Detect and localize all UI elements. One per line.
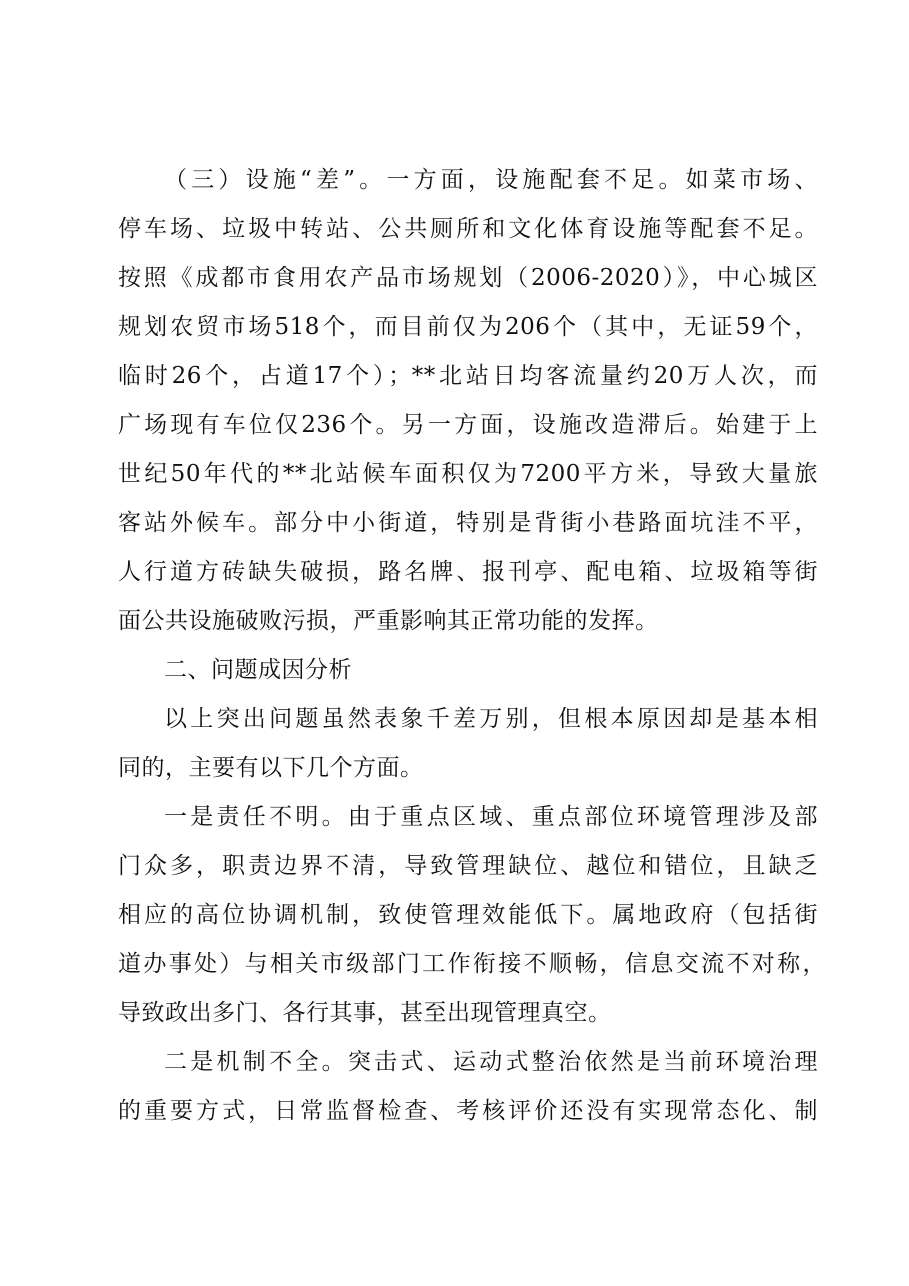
paragraph-line: 二是机制不全。突击式、运动式整治依然是当前环境治理 [164, 1049, 818, 1075]
paragraph-line: 临时26个，占道17个）；**北站日均客流量约20万人次，而 [118, 363, 818, 389]
paragraph-line: 道办事处）与相关市级部门工作衔接不顺畅，信息交流不对称， [118, 951, 826, 977]
section-heading: 二、问题成因分析 [164, 657, 352, 683]
paragraph-line: 导致政出多门、各行其事，甚至出现管理真空。 [118, 1000, 612, 1026]
paragraph-line: 客站外候车。部分中小街道，特别是背街小巷路面坑洼不平， [118, 510, 818, 536]
paragraph-line: 同的，主要有以下几个方面。 [118, 755, 424, 781]
paragraph-line: 一是责任不明。由于重点区域、重点部位环境管理涉及部 [164, 804, 818, 830]
paragraph-line: 广场现有车位仅236个。另一方面，设施改造滞后。始建于上 [118, 412, 818, 438]
paragraph-line: 的重要方式，日常监督检查、考核评价还没有实现常态化、制 [118, 1098, 818, 1124]
paragraph-line: 面公共设施破败污损，严重影响其正常功能的发挥。 [118, 608, 659, 634]
paragraph-line: 相应的高位协调机制，致使管理效能低下。属地政府（包括街 [118, 902, 818, 928]
paragraph-line: 按照《成都市食用农产品市场规划（2006-2020）》，中心城区 [118, 265, 818, 291]
paragraph-line: 人行道方砖缺失破损，路名牌、报刊亭、配电箱、垃圾箱等街 [118, 559, 818, 585]
paragraph-line: 门众多，职责边界不清，导致管理缺位、越位和错位，且缺乏 [118, 853, 818, 879]
paragraph-line: 规划农贸市场518个，而目前仅为206个（其中，无证59个， [118, 314, 818, 340]
paragraph-line: 停车场、垃圾中转站、公共厕所和文化体育设施等配套不足。 [118, 216, 818, 242]
paragraph-line: 以上突出问题虽然表象千差万别，但根本原因却是基本相 [164, 706, 818, 732]
paragraph-line: 世纪50年代的**北站候车面积仅为7200平方米，导致大量旅 [118, 461, 818, 487]
paragraph-line: （三）设施“差”。一方面，设施配套不足。如菜市场、 [164, 167, 818, 193]
